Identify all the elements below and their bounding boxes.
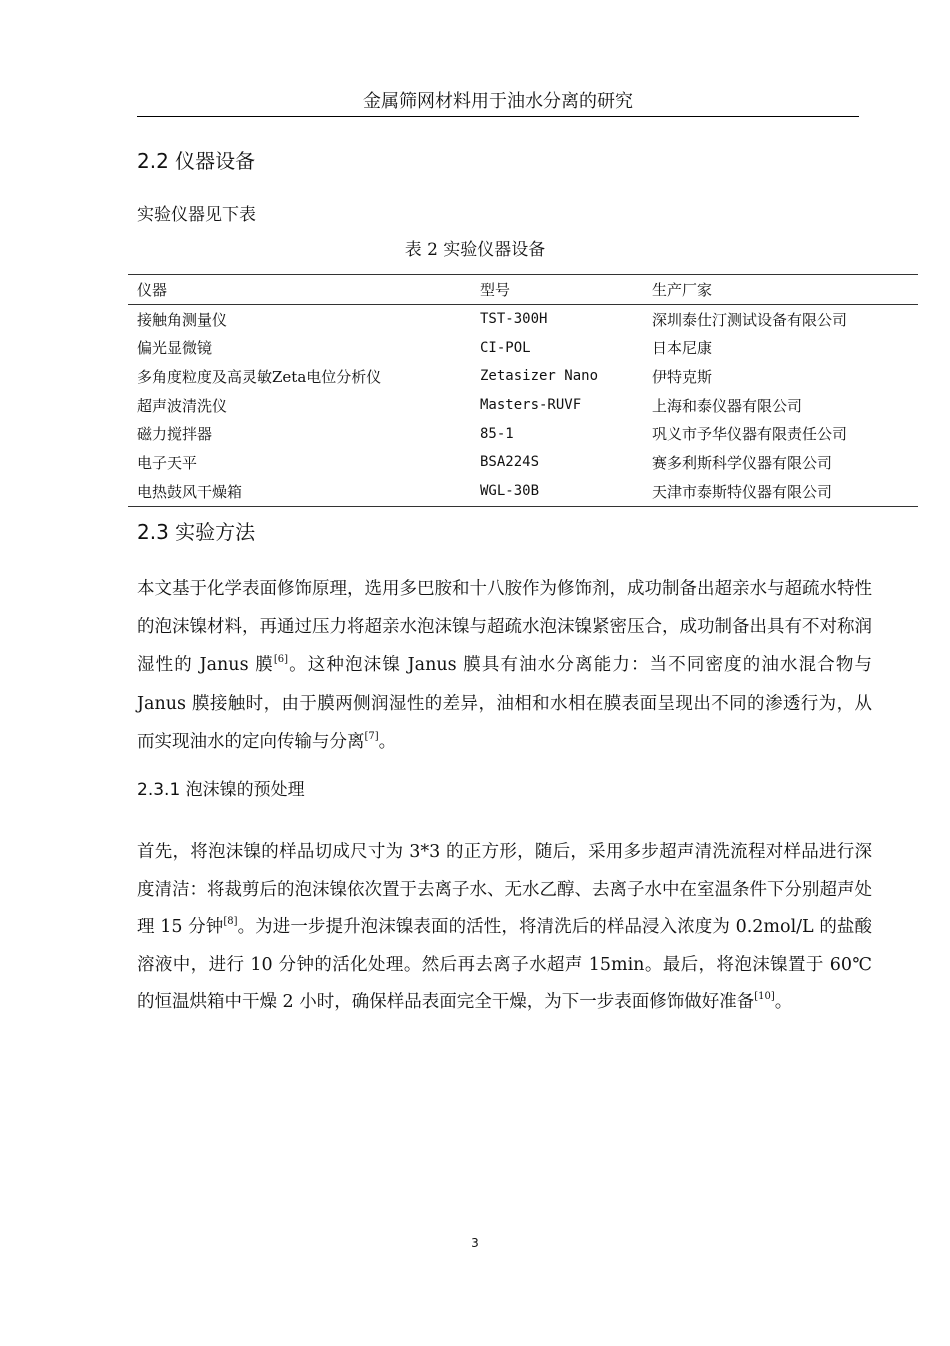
model-cell: WGL-30B — [480, 483, 540, 500]
paragraph-text: 。为进一步提升泡沫镍表面的活性，将清洗后的样品浸入浓度为 0.2mol/L 的盐酸溶液中，进行 10 分钟的活化处理。然后再去离子水超声 15min。最后，将泡沫镍置于 60℃的恒温烘箱中干燥 2 小时，确保样品表面完全干燥，为下一步表面修饰做好准备 — [137, 917, 872, 1012]
column-header-model: 型号 — [480, 280, 511, 299]
instrument-cell: 超声波清洗仪 — [137, 396, 228, 415]
table-row — [128, 419, 918, 448]
table-row — [128, 304, 918, 333]
citation-ref-10: [10] — [754, 991, 775, 1002]
method-paragraph — [137, 570, 872, 761]
table-row — [128, 477, 918, 506]
instrument-cell: 电子天平 — [137, 453, 198, 472]
citation-ref-8: [8] — [223, 916, 238, 927]
paragraph-text: 。这种泡沫镍 Janus 膜具有油水分离能力：当不同密度的油水混合物与 Janus 膜接触时，由于膜两侧润湿性的差异，油相和水相在膜表面呈现出不同的渗透行为，从而实现油水的定向传输与分离 — [137, 655, 872, 752]
instrument-cell: 接触角测量仪 — [137, 310, 228, 329]
model-cell: TST-300H — [480, 311, 548, 328]
model-cell: Masters-RUVF — [480, 397, 582, 414]
table-row — [128, 391, 918, 420]
column-header-manufacturer: 生产厂家 — [652, 280, 713, 299]
column-header-instrument: 仪器 — [137, 280, 168, 299]
paragraph-text: 首先，将泡沫镍的样品切成尺寸为 3*3 的正方形，随后，采用多步超声清洗流程对样品进行深度清洁：将裁剪后的泡沫镍依次置于去离子水、无水乙醇、去离子水中在室温条件下分别超声处理 15 分钟 — [137, 842, 872, 937]
header-divider — [137, 116, 859, 117]
manufacturer-cell: 日本尼康 — [652, 339, 713, 358]
paragraph-text: 。 — [378, 731, 397, 752]
paragraph-text: 本文基于化学表面修饰原理，选用多巴胺和十八胺作为修饰剂，成功制备出超亲水与超疏水特性的泡沫镍材料，再通过压力将超亲水泡沫镍与超疏水泡沫镍紧密压合，成功制备出具有不对称润湿性的 Janus 膜 — [137, 579, 872, 676]
manufacturer-cell: 赛多利斯科学仪器有限公司 — [652, 453, 833, 472]
table-row — [128, 333, 918, 362]
table-header-row — [128, 275, 918, 305]
paragraph-text: 。 — [774, 992, 793, 1012]
pretreatment-paragraph — [137, 834, 872, 1022]
citation-ref-6: [6] — [273, 654, 289, 666]
manufacturer-cell: 深圳泰仕汀测试设备有限公司 — [652, 310, 848, 329]
table-intro-text: 实验仪器见下表 — [137, 205, 256, 225]
table-row — [128, 448, 918, 477]
manufacturer-cell: 天津市泰斯特仪器有限公司 — [652, 482, 833, 501]
model-cell: 85-1 — [480, 425, 514, 442]
manufacturer-cell: 伊特克斯 — [652, 367, 713, 386]
model-cell: Zetasizer Nano — [480, 368, 599, 385]
citation-ref-7: [7] — [364, 730, 379, 742]
manufacturer-cell: 巩义市予华仪器有限责任公司 — [652, 425, 848, 444]
instrument-cell: 多角度粒度及高灵敏Zeta电位分析仪 — [137, 367, 382, 386]
page-header-title: 金属筛网材料用于油水分离的研究 — [363, 91, 633, 112]
section-heading-2-2: 2.2 仪器设备 — [137, 149, 256, 173]
manufacturer-cell: 上海和泰仪器有限公司 — [652, 396, 803, 415]
table-row — [128, 362, 918, 391]
instrument-cell: 偏光显微镜 — [137, 339, 213, 358]
section-heading-2-3: 2.3 实验方法 — [137, 520, 256, 544]
model-cell: BSA224S — [480, 454, 540, 471]
section-heading-2-3-1: 2.3.1 泡沫镍的预处理 — [137, 780, 305, 800]
model-cell: CI-POL — [480, 339, 531, 356]
instrument-table — [128, 274, 918, 507]
instrument-cell: 电热鼓风干燥箱 — [137, 482, 243, 501]
instrument-cell: 磁力搅拌器 — [137, 425, 213, 444]
page-number: 3 — [471, 1236, 479, 1250]
table-caption: 表 2 实验仪器设备 — [404, 240, 546, 260]
